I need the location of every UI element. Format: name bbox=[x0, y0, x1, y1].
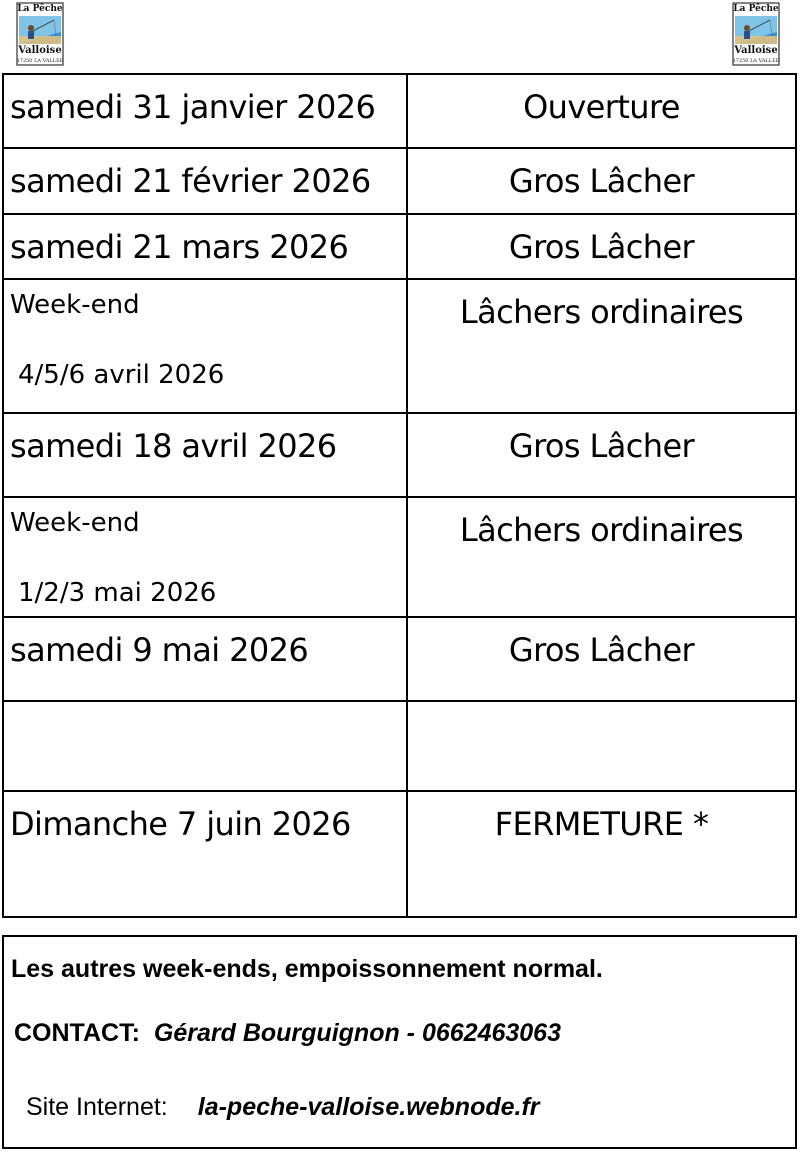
date-text: samedi 31 janvier 2026 bbox=[10, 88, 376, 126]
event-text: FERMETURE * bbox=[494, 805, 709, 843]
date-text: samedi 9 mai 2026 bbox=[10, 631, 309, 669]
event-cell bbox=[407, 148, 796, 214]
table-row bbox=[3, 791, 796, 917]
date-text: samedi 21 mars 2026 bbox=[10, 228, 349, 266]
event-text: Lâchers ordinaires bbox=[459, 511, 744, 549]
date-text: Dimanche 7 juin 2026 bbox=[10, 805, 351, 843]
club-logo-left bbox=[16, 2, 64, 66]
table-row bbox=[3, 701, 796, 791]
date-text: samedi 21 février 2026 bbox=[10, 162, 371, 200]
table-row bbox=[3, 497, 796, 617]
contact-value: Gérard Bourguignon - 0662463063 bbox=[153, 1019, 561, 1047]
restocking-schedule-table bbox=[2, 73, 797, 918]
date-cell bbox=[3, 74, 407, 148]
website-label: Site Internet: bbox=[26, 1093, 168, 1121]
date-cell bbox=[3, 279, 407, 413]
website-line bbox=[26, 1095, 540, 1120]
event-cell bbox=[407, 617, 796, 701]
table-row bbox=[3, 74, 796, 148]
date-cell bbox=[3, 701, 407, 791]
table-row bbox=[3, 148, 796, 214]
info-box bbox=[2, 935, 797, 1149]
event-text: Gros Lâcher bbox=[508, 228, 695, 266]
event-cell bbox=[407, 497, 796, 617]
event-text: Lâchers ordinaires bbox=[459, 293, 744, 331]
event-cell bbox=[407, 74, 796, 148]
event-cell bbox=[407, 279, 796, 413]
table-row bbox=[3, 413, 796, 497]
contact-line bbox=[14, 1021, 561, 1046]
event-cell bbox=[407, 701, 796, 791]
event-text: Gros Lâcher bbox=[508, 162, 695, 200]
logo-text-sub: 17250 LA VALLEE bbox=[16, 58, 64, 64]
date-text-line1: Week-end bbox=[10, 508, 140, 538]
date-cell bbox=[3, 413, 407, 497]
logo-text-sub: 17250 LA VALLEE bbox=[732, 58, 780, 64]
date-text-line2: 1/2/3 mai 2026 bbox=[18, 578, 217, 608]
date-cell bbox=[3, 148, 407, 214]
website-link[interactable]: la-peche-valloise.webnode.fr bbox=[197, 1093, 540, 1121]
stocking-note: Les autres week-ends, empoissonnement normal. bbox=[11, 955, 603, 983]
date-text-line1: Week-end bbox=[10, 290, 140, 320]
date-cell bbox=[3, 214, 407, 279]
logo-text-mid: Valloise bbox=[734, 45, 778, 56]
event-cell bbox=[407, 791, 796, 917]
event-text: Ouverture bbox=[523, 88, 680, 126]
table-row bbox=[3, 617, 796, 701]
contact-label: CONTACT: bbox=[14, 1019, 140, 1047]
event-text: Gros Lâcher bbox=[508, 427, 695, 465]
club-logo-right bbox=[732, 2, 780, 66]
date-text: samedi 18 avril 2026 bbox=[10, 427, 337, 465]
date-cell bbox=[3, 497, 407, 617]
event-cell bbox=[407, 413, 796, 497]
date-cell bbox=[3, 617, 407, 701]
logo-text-top: La Pêche bbox=[733, 4, 779, 14]
table-row bbox=[3, 279, 796, 413]
date-cell bbox=[3, 791, 407, 917]
logo-text-top: La Pêche bbox=[17, 4, 63, 14]
event-cell bbox=[407, 214, 796, 279]
table-row bbox=[3, 214, 796, 279]
logo-text-mid: Valloise bbox=[18, 45, 62, 56]
event-text: Gros Lâcher bbox=[508, 631, 695, 669]
date-text-line2: 4/5/6 avril 2026 bbox=[18, 360, 225, 390]
